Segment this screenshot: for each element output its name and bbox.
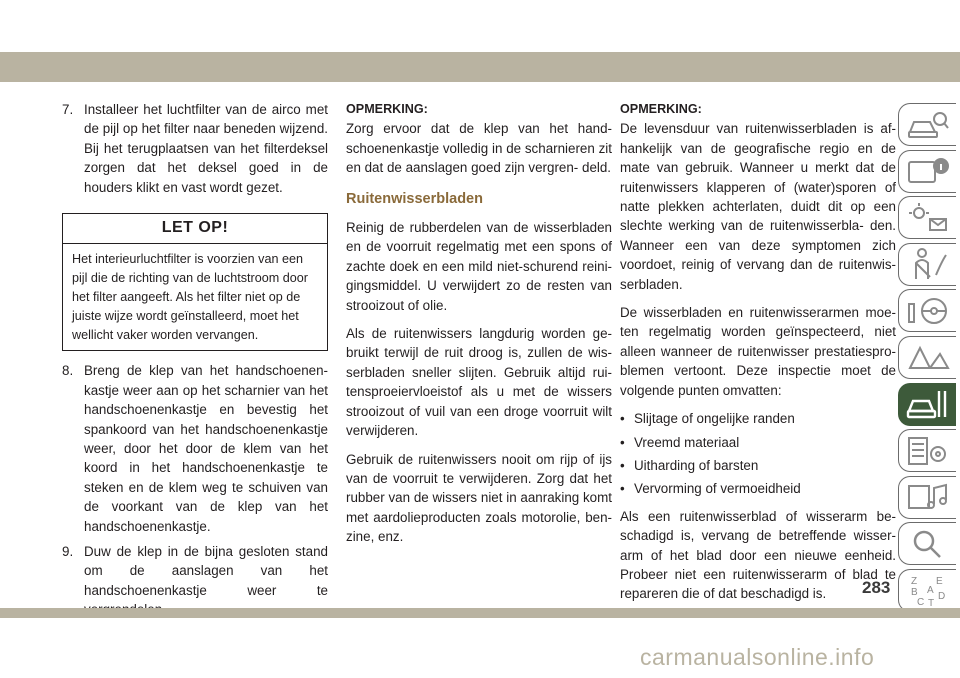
column-3 <box>620 100 896 613</box>
list-item: • Slijtage of ongelijke randen <box>620 409 896 428</box>
watermark-text: carmanualsonline.info <box>640 644 875 670</box>
paragraph: Reinig de rubberdelen van de wisserbladen en de voorruit regelmatig met een spons of zachte doek en een mild niet-schurend reini- gingsmiddel. U verwijdert zo de resten van strooizout of olie. <box>346 220 612 313</box>
list-item: • Vervorming of vermoeidheid <box>620 479 896 498</box>
paragraph: Als de ruitenwissers langdurig worden ge- bruikt terwijl de ruit droog is, zullen de wis- serbladen sneller slijten. Gebruik altijd rui- tensproeiervloeistof als u met de wissers strooizout of vuil van een droge voorruit wilt verwijderen. <box>346 326 612 439</box>
caution-box <box>62 213 328 351</box>
alphabet-index-icon <box>906 573 950 607</box>
caution-text: Het interieurluchtfilter is voorzien van een pijl die de richting van de luchtstroom door het filter aangeeft. Als het filter niet op de juiste wijze wordt geïnstalleerd, moet het wellicht vaker worden vervangen. <box>72 252 308 342</box>
step-number: 8. <box>62 363 74 379</box>
tab-alphabet-index[interactable] <box>898 569 956 612</box>
list-item: • Uitharding of barsten <box>620 456 896 475</box>
tab-warning-lights[interactable] <box>898 196 956 239</box>
index-letter: B <box>910 587 918 599</box>
top-header-band <box>0 0 960 86</box>
car-maintenance-icon <box>906 387 950 421</box>
list-item: • Vreemd materiaal <box>620 433 896 452</box>
chapter-tabs <box>898 103 960 616</box>
step-number: 7. <box>62 102 74 117</box>
note-text: Zorg ervoor dat de klep van het hand- schoenenkastje volledig in de scharnieren zit en dat de aanslagen goed zijn vergren- deld. <box>346 121 612 176</box>
index-letter: D <box>937 591 945 603</box>
warning-lights-icon <box>906 201 950 235</box>
caution-title: LET OP! <box>63 214 327 244</box>
note-title: OPMERKING: <box>620 102 702 116</box>
tab-car-search[interactable] <box>898 103 956 146</box>
tab-roadside-warning[interactable] <box>898 336 956 379</box>
tab-car-maintenance[interactable] <box>898 383 956 426</box>
tab-index-search[interactable] <box>898 522 956 565</box>
header-stripe <box>0 52 960 82</box>
paragraph: De levensduur van ruitenwisserbladen is af- hankelijk van de geografische regio en de mate van gebruik. Wanneer u merkt dat de ruitenwissers klapperen of (water)sporen of natte plekken achterlaten, duidt dit op een slechte werking van de ruitenwisserbla- den. Wanneer een van deze symptomen zich voordoet, reinig of vervang dan de ruitenwis- serbladen. <box>620 121 896 292</box>
tab-seatbelt-airbag[interactable] <box>898 243 956 286</box>
step-8 <box>62 361 328 536</box>
page-number: 283 <box>862 578 891 597</box>
step-7 <box>62 100 328 197</box>
car-info-icon <box>906 154 950 188</box>
column-2 <box>346 100 612 556</box>
index-search-icon <box>906 527 950 561</box>
index-letter: E <box>935 576 943 588</box>
multimedia-icon <box>906 480 950 514</box>
bottom-band <box>0 608 960 618</box>
index-letter: T <box>927 598 934 608</box>
inspection-list <box>620 409 896 499</box>
steering-wheel-icon <box>906 294 950 328</box>
step-number: 9. <box>62 544 74 560</box>
index-letter: Z <box>910 576 917 588</box>
car-search-icon <box>906 108 950 142</box>
tab-specifications[interactable] <box>898 429 956 472</box>
index-letter: A <box>926 585 934 597</box>
roadside-warning-icon <box>906 340 950 374</box>
step-text: Installeer het luchtfilter van de airco met de pijl op het filter naar beneden wijzend. Bij het terugplaatsen van het filterdeksel zorgen dat het deksel goed in de houders klikt en vast wordt gezet. <box>84 102 328 195</box>
section-title: Ruitenwisserbladen <box>346 190 483 207</box>
tab-car-info[interactable] <box>898 150 956 193</box>
specifications-gear-icon <box>906 434 950 468</box>
tab-multimedia[interactable] <box>898 476 956 519</box>
seatbelt-airbag-icon <box>906 247 950 281</box>
step-text: Duw de klep in de bijna gesloten stand om de aanslagen van het handschoenenkastje weer te <box>84 544 328 598</box>
paragraph: Als een ruitenwisserblad of wisserarm be- schadigd is, vervang de betreffende wisser- arm of het blad door een nieuwe eenheid. Probeer niet een ruitenwisserarm of blad te repareren die of dat beschadigd is. <box>620 508 896 602</box>
step-text: Breng de klep van het handschoenen- kastje weer aan op het scharnier van het handschoenenkastje en bevestig het spankoord van het handschoenenkastje weer, door het door de klem van het koord in het handschoenenkastje te steken en de klem weg te schuiven van de voorkant van de klep van het handschoenenkastje. <box>84 363 328 534</box>
tab-steering-wheel[interactable] <box>898 289 956 332</box>
note-title: OPMERKING: <box>346 102 428 116</box>
index-letter: C <box>916 597 924 608</box>
paragraph: De wisserbladen en ruitenwisserarmen moe- ten regelmatig worden geïnspecteerd, niet alleen wanneer de ruitenwisser prestatiespro- blemen vertoont. Deze inspectie moet de volgende punten omvatten: <box>620 305 896 398</box>
paragraph: Gebruik de ruitenwissers nooit om rijp of ijs van de voorruit te verwijderen. Zorg dat het rubber van de wissers niet in aanraking komt met aardolieproducten zoals motorolie, ben- zine, enz. <box>346 451 612 545</box>
column-1 <box>62 100 328 626</box>
